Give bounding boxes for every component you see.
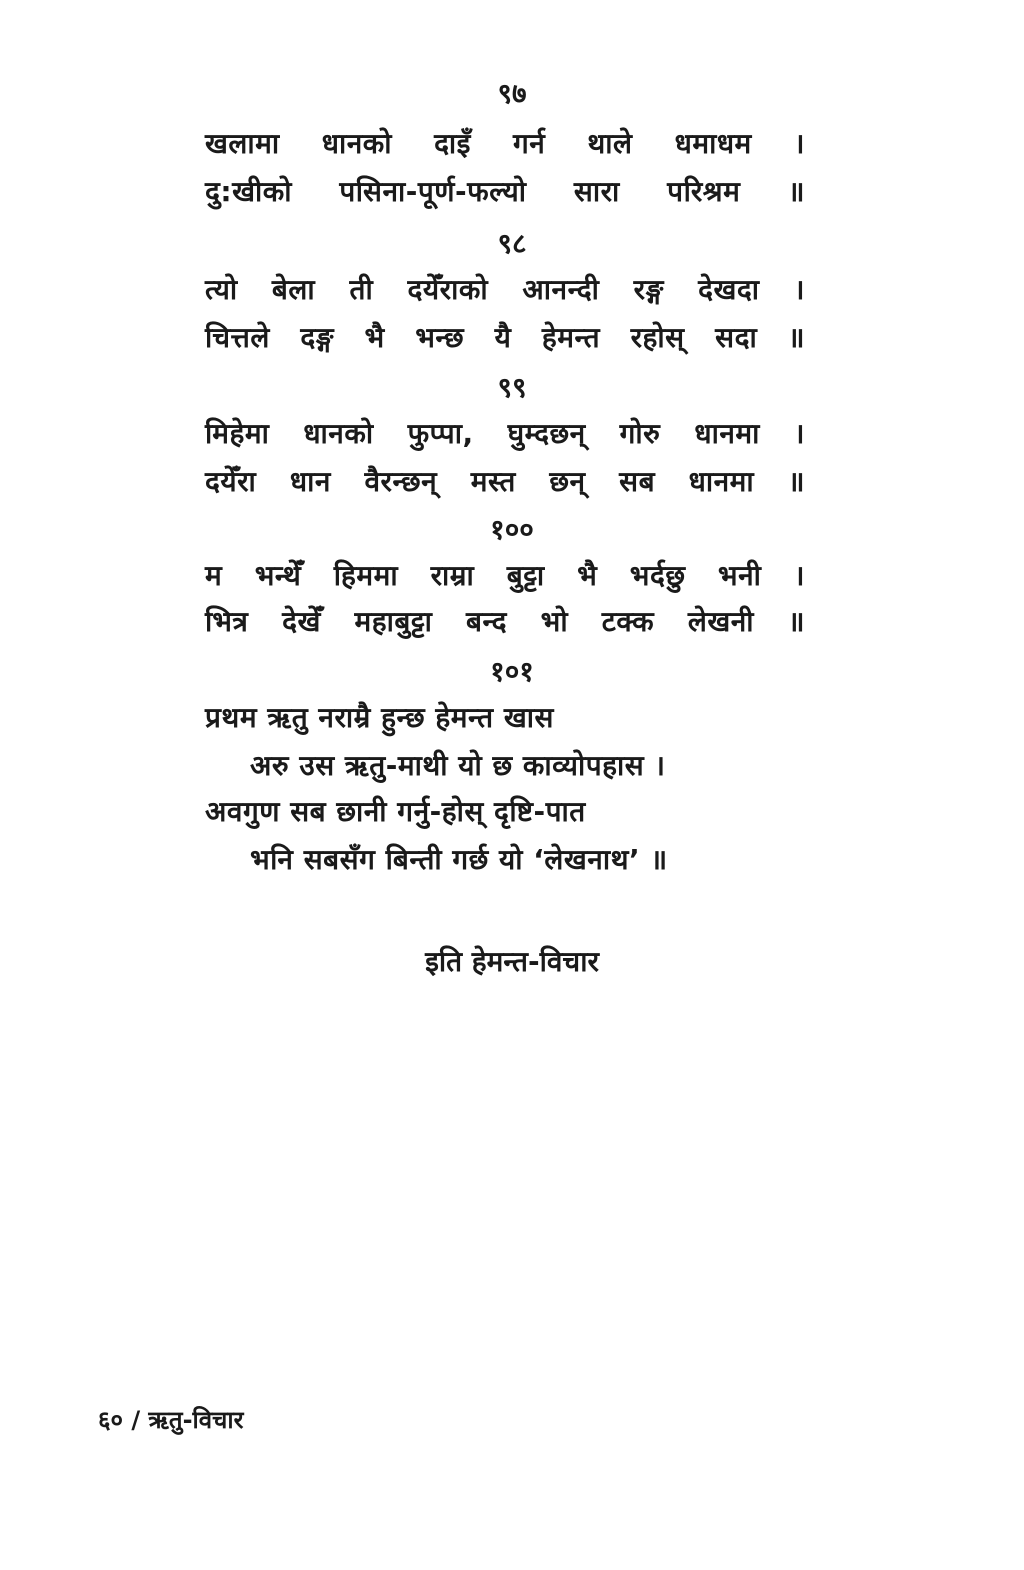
verse-line: म भन्थेँ हिममा राम्रा बुट्टा भै भर्दछु भनी । xyxy=(205,559,805,592)
verse-number: ९९ xyxy=(497,371,527,404)
closing-title: इति हेमन्त-विचार xyxy=(425,945,599,978)
verse-number: १०१ xyxy=(490,655,534,688)
verse-line: मिहेमा धानको फुप्पा, घुम्दछन् गोरु धानमा । xyxy=(205,417,805,450)
verse-line: दु:खीको पसिना-पूर्ण-फल्यो सारा परिश्रम ॥ xyxy=(205,175,805,208)
verse-line: खलामा धानको दाइँ गर्न थाले धमाधम । xyxy=(205,127,805,160)
verse-number: १०० xyxy=(490,513,534,546)
page-footer: ६० / ऋतु-विचार xyxy=(98,1406,244,1434)
verse-line: भनि सबसँग बिन्ती गर्छ यो ‘लेखनाथ’ ॥ xyxy=(250,843,668,876)
verse-number: ९७ xyxy=(497,77,527,110)
verse-line: प्रथम ऋतु नराम्रै हुन्छ हेमन्त खास xyxy=(205,701,554,734)
verse-line: भित्र देखेँ महाबुट्टा बन्द भो टक्क लेखनी ॥ xyxy=(205,605,805,638)
verse-line: चित्तले दङ्ग भै भन्छ यै हेमन्त रहोस् सदा ॥ xyxy=(205,321,805,354)
verse-line: अरु उस ऋतु-माथी यो छ काव्योपहास । xyxy=(250,749,666,782)
verse-line: त्यो बेला ती दयेँराको आनन्दी रङ्ग देखदा । xyxy=(205,273,805,306)
verse-number: ९८ xyxy=(497,227,527,260)
verse-line: दयेँरा धान वैरन्छन् मस्त छन् सब धानमा ॥ xyxy=(205,465,805,498)
verse-line: अवगुण सब छानी गर्नु-होस् दृष्टि-पात xyxy=(205,795,586,828)
